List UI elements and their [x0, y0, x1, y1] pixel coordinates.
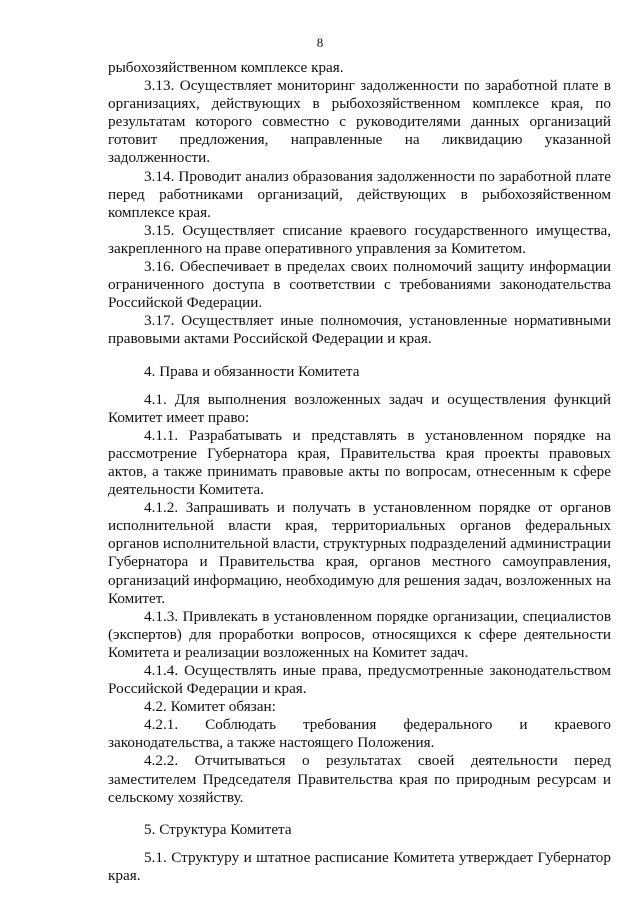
paragraph: 4.1.2. Запрашивать и получать в установленном порядке от органов исполнительной власти края, территориальных органов федеральных органов исполнительной власти, структурных подразделений администрации Губернатора и Правительства края, органов местного самоуправления, организаций информацию, необходимую для решения задач, возложенных на Комитет. [108, 499, 611, 607]
section-heading: 5. Структура Комитета [144, 820, 292, 838]
paragraph: 3.13. Осуществляет мониторинг задолженности по заработной плате в организациях, действующих в рыбохозяйственном комплексе края, по результатам которого совместно с руководителями данных организаций готовит предложения, направленные на ликвидацию указанной задолженности. [108, 77, 611, 167]
paragraph: рыбохозяйственном комплексе края. [108, 59, 344, 76]
paragraph: 4.1.3. Привлекать в установленном порядке организации, специалистов (экспертов) для проработки вопросов, относящихся к сфере деятельности Комитета и реализации возложенных на Комитет задач. [108, 607, 611, 661]
paragraph: 4.1.4. Осуществлять иные права, предусмотренные законодательством Российской Федерации и края. [108, 662, 611, 698]
paragraph: 4.2.2. Отчитываться о результатах своей деятельности перед заместителем Председателя Правительства края по природным ресурсам и сельскому хозяйству. [108, 752, 611, 806]
section-heading: 4. Права и обязанности Комитета [144, 362, 360, 380]
paragraph: 5.1. Структуру и штатное расписание Комитета утверждает Губернатор края. [108, 848, 611, 884]
paragraph: 3.16. Обеспечивает в пределах своих полномочий защиту информации ограниченного доступа в соответствии с требованиями законодательства Российской Федерации. [108, 258, 611, 312]
paragraph: 4.2.1. Соблюдать требования федерального и краевого законодательства, а также настоящего Положения. [108, 716, 611, 752]
page-number: 8 [316, 35, 324, 50]
paragraph: 4.1.1. Разрабатывать и представлять в установленном порядке на рассмотрение Губернатора края, Правительства края проекты правовых актов, а также принимать правовые акты по вопросам, отнесенным к сфере деятельности Комитета. [108, 426, 611, 499]
paragraph: 3.17. Осуществляет иные полномочия, установленные нормативными правовыми актами Российской Федерации и края. [108, 312, 611, 348]
paragraph: 4.2. Комитет обязан: [144, 698, 276, 716]
document-body [108, 59, 611, 885]
paragraph: 4.1. Для выполнения возложенных задач и осуществления функций Комитет имеет право: [108, 390, 611, 426]
paragraph: 3.14. Проводит анализ образования задолженности по заработной плате перед работниками организаций, действующих в рыбохозяйственном комплексе края. [108, 167, 611, 221]
paragraph: 3.15. Осуществляет списание краевого государственного имущества, закрепленного на праве оперативного управления за Комитетом. [108, 221, 611, 257]
